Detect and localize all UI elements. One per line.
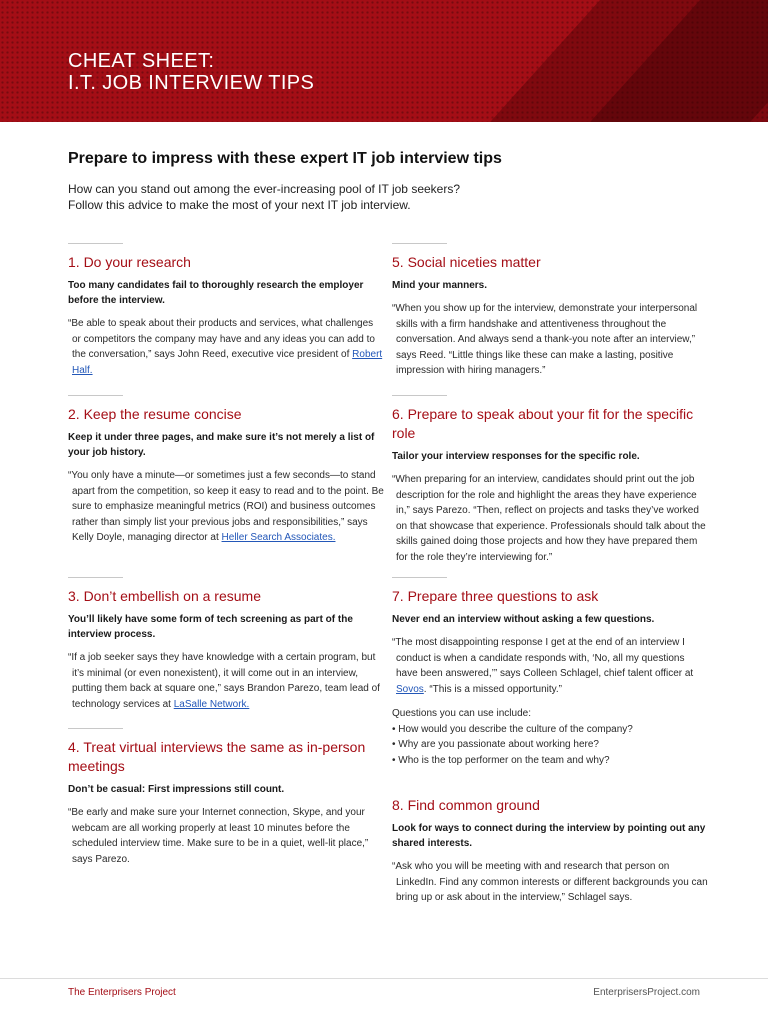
- tip-body: [68, 316, 384, 378]
- intro-paragraph: [68, 181, 708, 213]
- main-heading: Prepare to impress with these expert IT job interview tips: [68, 150, 502, 167]
- tip-body: [68, 650, 384, 712]
- tip-8: [392, 786, 708, 906]
- tip-title: 6. Prepare to speak about your fit for the specific role: [392, 406, 694, 441]
- tip-body: [392, 635, 708, 697]
- header-banner: [0, 0, 768, 122]
- footer-divider: [0, 978, 768, 979]
- tip-5: [392, 243, 708, 379]
- page-title: [68, 50, 314, 94]
- tip-title: 1. Do your research: [68, 254, 191, 270]
- tip-title: 8. Find common ground: [392, 797, 540, 813]
- intro-line: How can you stand out among the ever-increasing pool of IT job seekers?: [68, 182, 461, 196]
- section-divider: [68, 728, 123, 729]
- tip-body-text: “Be able to speak about their products and services, what challenges or competitors the company may have and any ideas you can add to the conversation,” says John Reed, executive vice president of: [68, 318, 375, 360]
- tip-title: 2. Keep the resume concise: [68, 406, 242, 422]
- list-item: • Why are you passionate about working here?: [392, 737, 708, 753]
- list-item: • How would you describe the culture of the company?: [392, 722, 708, 738]
- footer-website[interactable]: EnterprisersProject.com: [593, 987, 700, 998]
- tip-7: [392, 577, 708, 768]
- section-divider: [392, 577, 447, 578]
- section-divider: [392, 243, 447, 244]
- tip-subtitle: Never end an interview without asking a few questions.: [392, 614, 655, 625]
- tip-body-text: “The most disappointing response I get at the end of an interview I conduct is when a candidate responds with, ‘No, all my questions have been answered,’” says Colleen Schlagel, chief talent officer at: [392, 637, 694, 679]
- questions-block: [392, 706, 708, 768]
- section-divider: [392, 395, 447, 396]
- tip-subtitle: Mind your manners.: [392, 280, 488, 291]
- questions-intro: Questions you can use include:: [392, 708, 531, 719]
- heller-search-link[interactable]: Heller Search Associates.: [221, 532, 336, 543]
- tip-subtitle: Don’t be casual: First impressions still count.: [68, 784, 285, 795]
- tip-1: [68, 243, 384, 378]
- tip-subtitle: You’ll likely have some form of tech screening as part of the interview process.: [68, 614, 353, 640]
- tip-body-text: “You only have a minute—or sometimes just a few seconds—to stand apart from the competition, so keep it easy to read and to the point. Be sure to emphasize meaningful metrics (ROI) and business outcomes rather than simply list your previous jobs and responsibilities,” says Kelly Doyle, managing director at: [68, 470, 384, 543]
- lasalle-network-link[interactable]: LaSalle Network.: [173, 698, 250, 710]
- tip-3: [68, 577, 384, 712]
- tip-subtitle: Tailor your interview responses for the specific role.: [392, 451, 640, 462]
- tip-body-text: “If a job seeker says they have knowledge with a certain program, but it’s minimal (or even nonexistent), it will come out in an interview, putting them back at square one,” says Brandon Parezo, team lead of technology services at: [68, 652, 380, 710]
- tip-subtitle: Keep it under three pages, and make sure it’s not merely a list of your job history.: [68, 432, 375, 458]
- questions-list: [392, 722, 708, 769]
- page-title-line2: I.T. JOB INTERVIEW TIPS: [68, 72, 315, 94]
- intro-line: Follow this advice to make the most of your next IT job interview.: [68, 198, 411, 212]
- tip-2: [68, 395, 384, 546]
- tip-body: “When preparing for an interview, candidates should print out the job description for the role and highlight the areas they have experience in,” says Parezo. “Then, reflect on projects and tasks they’ve worked on that showcase that experience. Professionals should talk about the skills gained doing those projects and how they have prepared them for the role they’re interviewing for.”: [392, 474, 706, 563]
- tip-title: 5. Social niceties matter: [392, 254, 541, 270]
- section-divider: [68, 395, 123, 396]
- footer-brand: The Enterprisers Project: [68, 987, 176, 998]
- tip-title: 4. Treat virtual interviews the same as in-person meetings: [68, 739, 366, 774]
- tip-body: “Ask who you will be meeting with and research that person on LinkedIn. Find any common interests or different backgrounds you can bring up or ask about in the interview,” Schlagel says.: [392, 861, 708, 903]
- tip-body: [68, 468, 384, 546]
- section-divider: [68, 243, 123, 244]
- tip-body-text: . “This is a missed opportunity.”: [423, 683, 562, 695]
- tip-title: 3. Don’t embellish on a resume: [68, 588, 261, 604]
- robert-half-link[interactable]: Robert Half.: [72, 349, 383, 376]
- tip-title: 7. Prepare three questions to ask: [392, 588, 599, 604]
- tip-4: [68, 728, 384, 867]
- list-item: • Who is the top performer on the team and why?: [392, 753, 708, 769]
- sovos-link[interactable]: Sovos: [396, 683, 424, 695]
- tip-subtitle: Too many candidates fail to thoroughly research the employer before the interview.: [68, 280, 364, 306]
- tip-6: [392, 395, 708, 565]
- tip-subtitle: Look for ways to connect during the interview by pointing out any shared interests.: [392, 823, 706, 849]
- tip-body: “Be early and make sure your Internet connection, Skype, and your webcam are all working properly at least 10 minutes before the scheduled interview time. Make sure to be in a quiet, well-lit place,” says Parezo.: [68, 807, 369, 865]
- tip-body: “When you show up for the interview, demonstrate your interpersonal skills with a firm handshake and attentiveness throughout the conversation. And always send a thank-you note after an interview,” says Reed. “Little things like these can make a lasting, positive impression with hiring managers.”: [392, 303, 698, 376]
- page-title-line1: CHEAT SHEET:: [68, 50, 215, 72]
- section-divider: [68, 577, 123, 578]
